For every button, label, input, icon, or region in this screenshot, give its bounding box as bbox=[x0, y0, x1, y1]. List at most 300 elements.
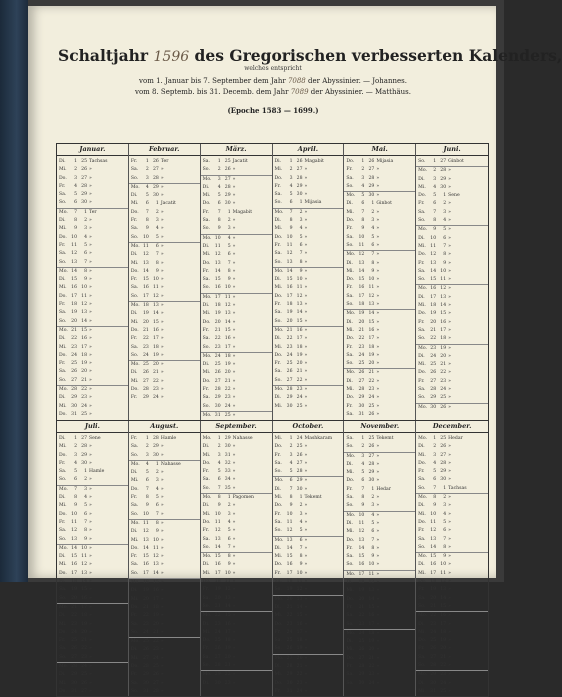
day-cell: 5 bbox=[217, 469, 221, 475]
day-cell: 15 bbox=[214, 277, 221, 283]
day-cell: Do. bbox=[202, 378, 211, 384]
day-cell: 9 bbox=[289, 226, 293, 232]
day-cell: 9 bbox=[145, 503, 149, 509]
day-cell: » bbox=[232, 294, 236, 300]
day-cell: » bbox=[376, 260, 380, 266]
day-cell: » bbox=[376, 470, 380, 476]
day-cell: » bbox=[160, 252, 164, 258]
day-cell: Sa. bbox=[130, 503, 139, 509]
day-cell: Mi. bbox=[418, 184, 426, 190]
day-row bbox=[129, 284, 200, 292]
day-cell: 5 bbox=[371, 234, 375, 240]
day-row bbox=[129, 242, 200, 251]
day-row bbox=[416, 353, 488, 361]
day-cell: 7 bbox=[289, 486, 293, 492]
day-cell: 27 bbox=[358, 378, 365, 384]
month-header: Februar. bbox=[129, 144, 200, 156]
day-cell: 14 bbox=[81, 318, 87, 324]
day-row bbox=[416, 552, 488, 561]
day-row bbox=[416, 544, 488, 552]
day-cell: 22 bbox=[440, 370, 447, 376]
day-cell: 23 bbox=[71, 621, 77, 627]
day-cell: 22 bbox=[440, 663, 447, 669]
day-cell: Hedar bbox=[376, 486, 391, 492]
day-row bbox=[57, 199, 128, 207]
day-row bbox=[201, 544, 272, 552]
day-cell: » bbox=[304, 234, 308, 240]
day-cell: » bbox=[304, 579, 308, 585]
day-cell: 21 bbox=[224, 378, 231, 384]
day-row bbox=[344, 646, 415, 654]
day-row bbox=[273, 486, 344, 494]
day-row bbox=[344, 629, 415, 638]
day-cell: 23 bbox=[71, 344, 77, 350]
day-cell: Mi. bbox=[346, 470, 354, 476]
day-row bbox=[273, 191, 344, 199]
day-row bbox=[129, 629, 200, 637]
day-cell: » bbox=[89, 336, 92, 342]
day-cell: » bbox=[376, 664, 380, 670]
day-cell: » bbox=[232, 218, 236, 224]
day-cell: 14 bbox=[214, 544, 221, 550]
day-row bbox=[273, 561, 344, 569]
day-cell: 23 bbox=[296, 680, 303, 686]
day-cell: » bbox=[89, 629, 92, 635]
day-row bbox=[129, 435, 200, 443]
day-cell: 22 bbox=[430, 613, 437, 619]
day-cell: 2 bbox=[289, 167, 293, 173]
day-cell: 28 bbox=[368, 461, 375, 467]
day-row bbox=[416, 302, 488, 310]
day-cell: » bbox=[89, 621, 92, 627]
day-cell: 19 bbox=[296, 646, 303, 652]
day-cell: Mo. bbox=[346, 571, 356, 577]
day-cell: Sa. bbox=[346, 293, 354, 299]
day-cell: So. bbox=[202, 285, 210, 291]
day-cell: » bbox=[160, 495, 164, 501]
day-cell: 16 bbox=[358, 285, 365, 291]
day-cell: 14 bbox=[358, 545, 365, 551]
day-cell: » bbox=[160, 175, 164, 181]
day-cell: 20 bbox=[358, 319, 365, 325]
day-cell: 3 bbox=[217, 176, 221, 182]
day-cell: 18 bbox=[71, 302, 77, 308]
day-cell: » bbox=[304, 554, 308, 560]
day-cell: Mi. bbox=[346, 268, 354, 274]
day-cell: 17 bbox=[430, 570, 437, 576]
day-row bbox=[416, 243, 488, 251]
day-cell: 15 bbox=[152, 580, 159, 586]
day-cell: 30 bbox=[296, 192, 303, 198]
day-cell: 1 bbox=[443, 193, 447, 199]
day-row bbox=[201, 319, 272, 327]
day-row bbox=[273, 621, 344, 629]
day-cell: » bbox=[232, 544, 236, 550]
day-cell: Fr. bbox=[59, 638, 66, 644]
day-cell: Sa. bbox=[418, 327, 426, 333]
day-cell: Mo. bbox=[130, 639, 140, 645]
day-cell: » bbox=[304, 638, 308, 644]
day-cell: 3 bbox=[361, 175, 365, 181]
day-cell: Fr. bbox=[130, 336, 138, 342]
day-row bbox=[344, 242, 415, 250]
day-cell: 11 bbox=[142, 243, 149, 249]
day-cell: » bbox=[304, 655, 308, 661]
day-cell: » bbox=[89, 672, 92, 678]
day-cell: 2 bbox=[289, 444, 293, 450]
day-row bbox=[273, 452, 344, 460]
day-cell: » bbox=[232, 201, 236, 207]
day-cell: 2 bbox=[84, 218, 87, 224]
day-cell: » bbox=[232, 536, 236, 542]
day-cell: » bbox=[376, 285, 380, 291]
day-row bbox=[57, 586, 128, 594]
day-cell: » bbox=[448, 554, 451, 560]
day-row bbox=[344, 638, 415, 646]
day-cell: » bbox=[89, 167, 92, 173]
day-row bbox=[129, 344, 200, 352]
day-row bbox=[416, 527, 488, 535]
day-cell: Ter bbox=[89, 209, 97, 215]
day-row bbox=[129, 251, 200, 259]
day-cell: Sa. bbox=[202, 218, 211, 224]
day-cell: 22 bbox=[296, 672, 303, 678]
day-row bbox=[273, 403, 344, 411]
day-cell: 21 bbox=[71, 327, 77, 333]
day-row bbox=[129, 403, 200, 411]
day-cell: » bbox=[448, 277, 451, 283]
day-cell: 10 bbox=[296, 570, 303, 576]
day-row bbox=[201, 460, 272, 468]
day-row bbox=[201, 327, 272, 335]
day-cell: Mo. bbox=[202, 353, 212, 359]
day-cell: » bbox=[232, 311, 236, 317]
day-cell: 18 bbox=[81, 352, 87, 358]
day-row bbox=[201, 578, 272, 586]
day-cell: 15 bbox=[71, 554, 77, 560]
day-cell: » bbox=[304, 570, 308, 576]
day-cell: » bbox=[232, 587, 236, 593]
day-cell: 14 bbox=[71, 268, 77, 274]
day-cell: » bbox=[160, 209, 164, 215]
day-cell: 26 bbox=[81, 167, 87, 173]
day-cell: » bbox=[304, 403, 308, 409]
day-cell: 1 bbox=[84, 209, 87, 215]
day-cell: 11 bbox=[430, 519, 437, 525]
day-row bbox=[344, 528, 415, 536]
day-cell: 27 bbox=[214, 654, 221, 660]
day-row bbox=[201, 527, 272, 535]
day-row bbox=[416, 268, 488, 276]
day-cell: 23 bbox=[440, 672, 447, 678]
day-cell: 27 bbox=[214, 378, 221, 384]
day-cell: » bbox=[376, 512, 380, 518]
day-cell: 25 bbox=[286, 361, 293, 367]
day-cell: 6 bbox=[299, 242, 303, 248]
day-cell: 19 bbox=[430, 587, 437, 593]
day-cell: » bbox=[160, 562, 164, 568]
day-cell: 5 bbox=[361, 193, 365, 199]
day-cell: 27 bbox=[81, 688, 87, 694]
day-cell: Di. bbox=[274, 545, 282, 551]
day-cell: 18 bbox=[81, 613, 87, 619]
day-cell: 15 bbox=[152, 319, 159, 325]
day-cell: 7 bbox=[84, 519, 87, 525]
day-cell: 21 bbox=[214, 603, 221, 609]
day-cell: Di. bbox=[202, 184, 210, 190]
day-row bbox=[57, 519, 128, 527]
day-cell: 27 bbox=[71, 654, 77, 660]
day-cell: 23 bbox=[224, 395, 231, 401]
day-cell: Fr. bbox=[59, 183, 66, 189]
day-cell: 9 bbox=[433, 227, 437, 233]
day-cell: 31 bbox=[71, 411, 77, 417]
day-cell: 8 bbox=[217, 495, 221, 501]
day-row bbox=[416, 586, 488, 594]
day-cell: 17 bbox=[286, 570, 293, 576]
day-cell: 10 bbox=[81, 285, 87, 291]
day-cell: 11 bbox=[368, 571, 375, 577]
day-cell: » bbox=[448, 477, 451, 483]
day-cell: Fr. bbox=[59, 242, 66, 248]
day-cell: » bbox=[232, 268, 236, 274]
day-cell: 26 bbox=[358, 647, 365, 653]
day-cell: 18 bbox=[142, 580, 149, 586]
day-cell: 28 bbox=[214, 387, 221, 393]
day-row bbox=[416, 680, 488, 688]
day-row bbox=[201, 468, 272, 476]
day-cell: » bbox=[160, 370, 164, 376]
day-cell: 25 bbox=[214, 638, 221, 644]
day-cell: » bbox=[160, 470, 164, 476]
day-cell: So. bbox=[274, 528, 282, 534]
day-cell: 1 bbox=[227, 495, 231, 501]
day-cell: » bbox=[304, 486, 308, 492]
day-cell: 4 bbox=[443, 218, 447, 224]
day-cell: » bbox=[304, 460, 308, 466]
day-cell: 22 bbox=[224, 387, 231, 393]
day-row bbox=[344, 671, 415, 679]
day-row bbox=[273, 502, 344, 510]
day-row bbox=[57, 394, 128, 402]
day-cell: 5 bbox=[443, 519, 447, 525]
day-cell: » bbox=[448, 201, 451, 207]
day-row bbox=[129, 386, 200, 394]
day-cell: 18 bbox=[296, 638, 303, 644]
day-cell: » bbox=[376, 680, 380, 686]
day-cell: Do. bbox=[202, 638, 211, 644]
day-cell: 18 bbox=[224, 638, 231, 644]
day-cell: » bbox=[232, 243, 236, 249]
day-row bbox=[273, 476, 344, 485]
day-cell: Do. bbox=[59, 688, 67, 694]
day-row bbox=[201, 378, 272, 386]
month-column bbox=[201, 144, 273, 420]
correspondence-text: der Abyssinier. — Johannes. bbox=[308, 77, 407, 85]
day-cell: Mo. bbox=[59, 387, 68, 393]
day-cell: 6 bbox=[217, 201, 221, 207]
day-cell: » bbox=[160, 503, 164, 509]
day-cell: » bbox=[376, 444, 380, 450]
day-cell: 26 bbox=[368, 444, 375, 450]
day-cell: 26 bbox=[358, 370, 365, 376]
day-row bbox=[129, 545, 200, 553]
day-cell: Do. bbox=[274, 234, 283, 240]
day-row bbox=[57, 621, 128, 629]
day-cell: » bbox=[160, 218, 164, 224]
day-cell: 10 bbox=[142, 234, 149, 240]
day-cell: 23 bbox=[81, 395, 87, 401]
day-cell: » bbox=[304, 251, 308, 257]
day-row bbox=[416, 502, 488, 510]
day-cell: Mi. bbox=[130, 319, 139, 325]
day-row bbox=[273, 225, 344, 233]
day-row bbox=[57, 654, 128, 662]
day-cell: 5 bbox=[299, 528, 303, 534]
day-row bbox=[344, 225, 415, 233]
day-cell: 19 bbox=[81, 361, 87, 367]
day-cell: 16 bbox=[81, 336, 87, 342]
day-cell: » bbox=[376, 395, 380, 401]
day-cell: 14 bbox=[286, 545, 293, 551]
day-cell: » bbox=[89, 411, 92, 417]
day-cell: Di. bbox=[202, 362, 210, 368]
day-cell: » bbox=[232, 503, 236, 509]
day-cell: Mo. bbox=[274, 327, 284, 333]
day-cell: 9 bbox=[217, 226, 221, 232]
day-cell: So. bbox=[346, 242, 354, 248]
day-cell: » bbox=[232, 260, 236, 266]
day-row bbox=[57, 284, 128, 292]
day-cell: Mi. bbox=[202, 311, 211, 317]
day-cell: Mi. bbox=[59, 167, 67, 173]
day-cell: Do. bbox=[202, 201, 211, 207]
day-row bbox=[129, 411, 200, 419]
day-cell: Mi. bbox=[418, 362, 426, 368]
day-cell: 30 bbox=[214, 680, 221, 686]
day-row bbox=[344, 276, 415, 284]
day-row bbox=[344, 158, 415, 166]
day-cell: Di. bbox=[418, 562, 425, 568]
day-cell: Fr. bbox=[202, 268, 209, 274]
day-row bbox=[201, 443, 272, 451]
day-row bbox=[416, 176, 488, 184]
day-cell: » bbox=[89, 486, 92, 492]
day-cell: Mo. bbox=[418, 286, 428, 292]
day-cell: » bbox=[232, 336, 236, 342]
day-cell: 9 bbox=[145, 226, 149, 232]
day-cell: » bbox=[160, 588, 164, 594]
month-column bbox=[129, 144, 201, 420]
day-cell: So. bbox=[418, 395, 426, 401]
day-cell: Mi. bbox=[59, 621, 67, 627]
day-cell: So. bbox=[130, 570, 139, 576]
day-cell: » bbox=[304, 167, 308, 173]
day-cell: » bbox=[304, 596, 308, 602]
day-row bbox=[273, 663, 344, 671]
day-cell: 8 bbox=[84, 268, 87, 274]
day-cell: Mijasia bbox=[376, 159, 394, 164]
day-row bbox=[57, 360, 128, 368]
day-cell: 22 bbox=[152, 639, 159, 645]
day-cell: 3 bbox=[84, 226, 87, 232]
day-row bbox=[57, 494, 128, 502]
day-cell: 22 bbox=[224, 672, 231, 678]
day-cell: Di. bbox=[130, 311, 138, 317]
day-cell: 21 bbox=[368, 370, 375, 376]
day-cell: » bbox=[448, 235, 451, 241]
day-cell: » bbox=[89, 200, 92, 206]
day-cell: 7 bbox=[155, 511, 159, 517]
day-row bbox=[344, 183, 415, 191]
day-cell: 29 bbox=[214, 395, 221, 401]
day-row bbox=[201, 519, 272, 527]
day-row bbox=[201, 688, 272, 696]
day-cell: » bbox=[160, 529, 164, 535]
day-cell: » bbox=[160, 664, 164, 670]
day-cell: 12 bbox=[224, 303, 231, 309]
day-cell: Fr. bbox=[202, 646, 209, 652]
day-cell: 1 bbox=[433, 159, 437, 164]
day-cell: » bbox=[448, 629, 451, 635]
day-row bbox=[344, 477, 415, 485]
day-cell: 24 bbox=[224, 403, 231, 409]
day-cell: 12 bbox=[368, 293, 375, 299]
day-row bbox=[201, 284, 272, 292]
day-row bbox=[344, 335, 415, 343]
day-cell: 30 bbox=[81, 460, 87, 466]
day-cell: 3 bbox=[371, 218, 375, 224]
day-cell: Fr. bbox=[346, 545, 353, 551]
day-row bbox=[201, 352, 272, 361]
month-column bbox=[416, 421, 488, 696]
day-cell: 12 bbox=[430, 252, 437, 258]
day-cell: 25 bbox=[142, 639, 149, 645]
day-cell: 30 bbox=[214, 403, 221, 409]
day-row bbox=[344, 511, 415, 520]
day-cell: » bbox=[304, 336, 308, 342]
day-row bbox=[273, 242, 344, 250]
day-cell: Mo. bbox=[346, 370, 356, 376]
calendar-first-half bbox=[56, 143, 489, 421]
day-row bbox=[201, 502, 272, 510]
day-cell: 9 bbox=[155, 529, 159, 535]
day-cell: 6 bbox=[371, 242, 375, 248]
day-cell: 27 bbox=[440, 159, 447, 164]
day-cell: » bbox=[89, 638, 92, 644]
day-cell: 2 bbox=[443, 201, 447, 207]
day-cell: 5 bbox=[227, 243, 231, 249]
day-cell: 33 bbox=[224, 469, 231, 475]
day-row bbox=[57, 368, 128, 376]
day-cell: Mi. bbox=[59, 562, 67, 568]
day-cell: Mi. bbox=[202, 370, 211, 376]
day-cell: » bbox=[89, 579, 92, 585]
day-row bbox=[201, 595, 272, 603]
day-cell: 17 bbox=[368, 336, 375, 342]
day-cell: 5 bbox=[433, 193, 437, 199]
day-row bbox=[273, 344, 344, 352]
day-cell: 29 bbox=[71, 672, 77, 678]
day-cell: » bbox=[448, 519, 451, 525]
day-cell: » bbox=[160, 688, 164, 694]
day-cell: 24 bbox=[430, 353, 437, 359]
day-row bbox=[273, 578, 344, 586]
day-cell: » bbox=[448, 544, 451, 550]
month-header: September. bbox=[201, 421, 272, 433]
day-cell: » bbox=[448, 621, 451, 627]
day-row bbox=[201, 680, 272, 688]
